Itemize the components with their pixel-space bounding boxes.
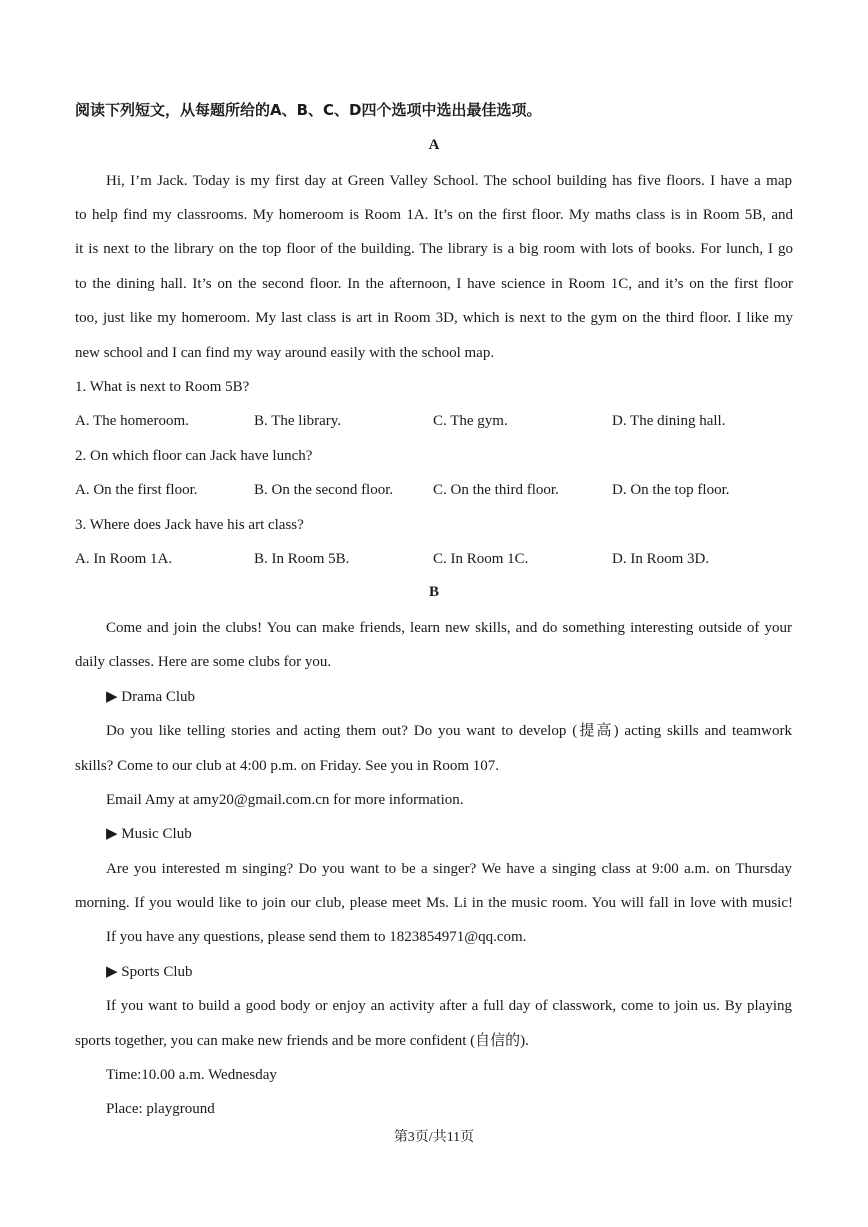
q3-option-a: A. In Room 1A.: [75, 551, 173, 567]
q1-option-c: C. The gym.: [433, 413, 508, 429]
music-club-contact: If you have any questions, please send them to 1823854971@qq.com.: [106, 929, 527, 945]
section-a-heading: A: [428, 137, 440, 153]
q2-option-c: C. On the third floor.: [433, 482, 559, 498]
question-2: 2. On which floor can Jack have lunch?: [75, 448, 313, 464]
q1-option-a: A. The homeroom.: [75, 413, 189, 429]
music-club-text: morning. If you would like to join our club, please meet Ms. Li in the music room. You will fall in love with music!: [75, 895, 793, 911]
question-3: 3. Where does Jack have his art class?: [75, 517, 304, 533]
q2-option-d: D. On the top floor.: [612, 482, 730, 498]
sports-club-text: If you want to build a good body or enjoy an activity after a full day of classwork, come to join us. By playing: [106, 998, 792, 1014]
drama-club-title: ▶ Drama Club: [106, 689, 196, 705]
q2-option-b: B. On the second floor.: [254, 482, 394, 498]
q3-option-c: C. In Room 1C.: [433, 551, 529, 567]
music-club-title: ▶ Music Club: [106, 826, 192, 842]
section-b-heading: B: [428, 584, 439, 600]
passage-a-line: Hi, I’m Jack. Today is my first day at Green Valley School. The school building has five floors. I have a map: [106, 173, 792, 189]
passage-b-intro: daily classes. Here are some clubs for you.: [75, 654, 332, 670]
music-club-text: Are you interested m singing? Do you want to be a singer? We have a singing class at 9:00 a.m. on Thursday: [106, 861, 792, 877]
drama-club-email: Email Amy at amy20@gmail.com.cn for more information.: [106, 792, 464, 808]
passage-a-line: new school and I can find my way around easily with the school map.: [75, 345, 495, 361]
question-1: 1. What is next to Room 5B?: [75, 379, 250, 395]
sports-club-title: ▶ Sports Club: [106, 964, 193, 980]
instruction-text: 阅读下列短文，从每题所给的A、B、C、D四个选项中选出最佳选项。: [75, 101, 542, 119]
q1-option-b: B. The library.: [254, 413, 342, 429]
passage-a-line: to help find my classrooms. My homeroom is Room 1A. It’s on the first floor. My maths class is in Room 5B, and: [75, 207, 793, 223]
passage-a-line: to the dining hall. It’s on the second floor. In the afternoon, I have science in Room 1C, and it’s on the first floor: [75, 276, 793, 292]
passage-a-line: too, just like my homeroom. My last class is art in Room 3D, which is next to the gym on the third floor. I like my: [75, 310, 793, 326]
sports-club-place: Place: playground: [106, 1101, 215, 1117]
drama-club-text: skills? Come to our club at 4:00 p.m. on Friday. See you in Room 107.: [75, 758, 499, 774]
sports-club-text: sports together, you can make new friends and be more confident (自信的).: [75, 1033, 529, 1049]
sports-club-time: Time:10.00 a.m. Wednesday: [106, 1067, 277, 1083]
q1-option-d: D. The dining hall.: [612, 413, 726, 429]
q3-option-b: B. In Room 5B.: [254, 551, 350, 567]
page-number: 第3页/共11页: [393, 1130, 475, 1145]
passage-b-intro: Come and join the clubs! You can make friends, learn new skills, and do something interesting outside of your: [106, 620, 792, 636]
drama-club-text: Do you like telling stories and acting them out? Do you want to develop (提高) acting skills and teamwork: [106, 723, 792, 739]
passage-a-line: it is next to the library on the top floor of the building. The library is a big room with lots of books. For lunch, I go: [75, 241, 793, 257]
q3-option-d: D. In Room 3D.: [612, 551, 710, 567]
q2-option-a: A. On the first floor.: [75, 482, 198, 498]
